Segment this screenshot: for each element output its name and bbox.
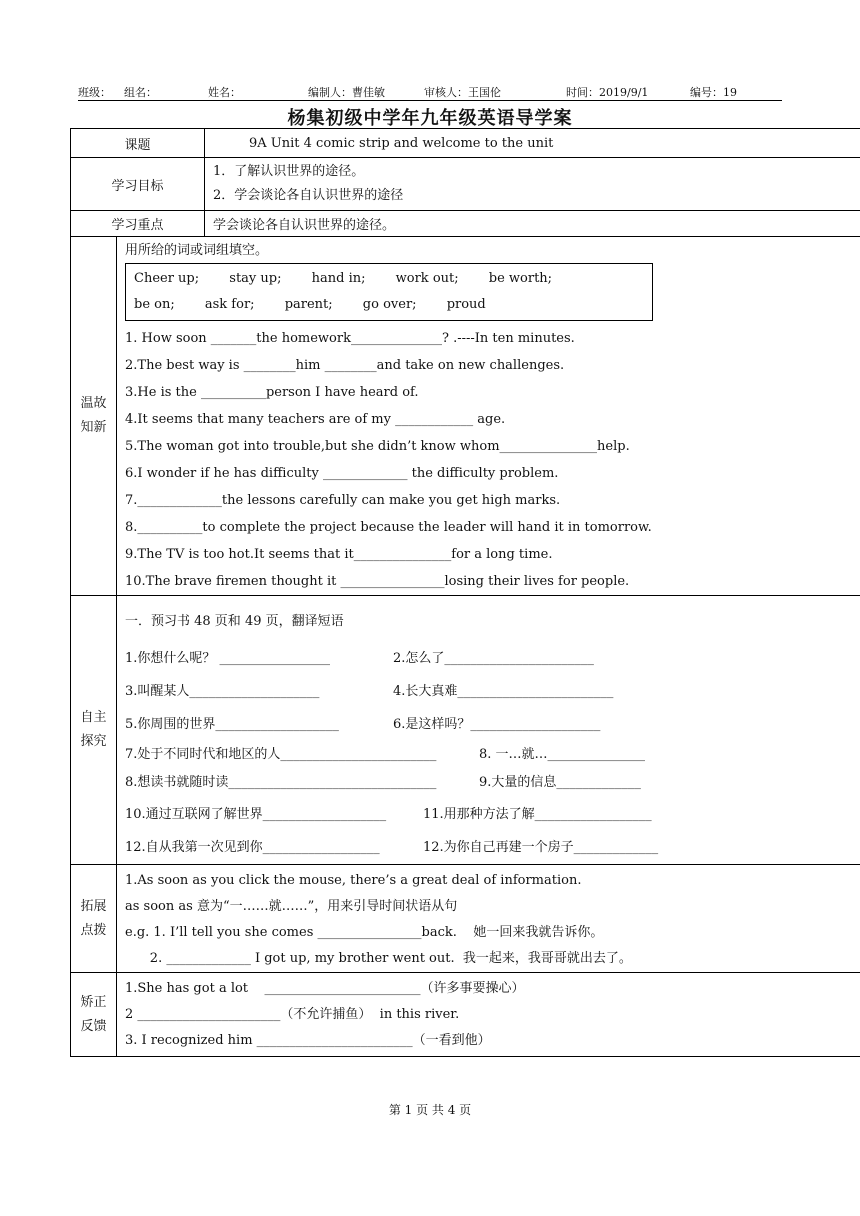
row-focus [71,211,860,237]
word: ask for; [204,297,255,312]
name-field: 姓名： [208,86,241,99]
translation-row: 10.通过互联网了解世界___________________ 11.用那种方法了解__________________ [125,807,652,822]
word: parent; [284,297,333,312]
word-bank [125,263,653,321]
exercise-item: 4.It seems that many teachers are of my ____________ age. [125,412,506,427]
goal-item-2: 2．学会谈论各自认识世界的途径 [213,188,404,203]
exercise-item: 3.He is the __________person I have heard of. [125,385,419,400]
extend-label: 拓展 点拨 [71,865,117,973]
reviewer-field: 审核人：王国伦 [424,86,501,99]
exercise-item: 1. How soon _______the homework______________? .----In ten minutes. [125,331,575,346]
row-extend [71,865,860,973]
word: hand in; [311,271,366,286]
topic-value: 9A Unit 4 comic strip and welcome to the unit [249,135,554,151]
row-goals [71,158,860,211]
extend-line: 1.As soon as you click the mouse, there’s a great deal of information. [125,873,582,888]
exercise-item: 10.The brave firemen thought it ________________losing their lives for people. [125,574,630,589]
word: Cheer up; [134,271,200,286]
header-info-line [78,82,782,101]
explore-instruction: 一．预习书 48 页和 49 页，翻译短语 [125,614,344,629]
worksheet-table [70,128,860,1057]
translation-row: 7.处于不同时代和地区的人________________________ 8. 一…就…_______________ [125,747,646,762]
translation-row: 8.想读书就随时读________________________________ 9.大量的信息_____________ [125,775,641,790]
goals-label: 学习目标 [71,158,205,211]
group-field: 组名： [124,86,157,99]
explore-label: 自主 探究 [71,596,117,865]
word: go over; [362,297,417,312]
extend-line: 2. _____________ I got up, my brother went out. 我一起来，我哥哥就出去了。 [125,951,632,966]
exercise-item: 6.I wonder if he has difficulty _____________ the difficulty problem. [125,466,559,481]
exercise-item: 9.The TV is too hot.It seems that it_______________for a long time. [125,547,553,562]
page-title: 杨集初级中学年九年级英语导学案 [287,108,573,129]
exercise-item: 5.The woman got into trouble,but she didn’t know whom_______________help. [125,439,630,454]
topic-label: 课题 [71,129,205,158]
page-footer: 第 1 页 共 4 页 [388,1103,472,1117]
exercise-item: 7._____________the lessons carefully can make you get high marks. [125,493,561,508]
translation-row: 12.自从我第一次见到你__________________ 12.为你自己再建一个房子_____________ [125,840,659,855]
extend-line: as soon as 意为“一……就……”，用来引导时间状语从句 [125,899,458,914]
translation-row: 5.你周围的世界___________________ 6.是这样吗？____________________ [125,717,601,732]
focus-label: 学习重点 [71,211,205,237]
exercise-item: 8.__________to complete the project because the leader will hand it in tomorrow. [125,520,652,535]
exercise-item: 2.The best way is ________him ________and take on new challenges. [125,358,565,373]
row-explore [71,596,860,865]
row-topic [71,129,860,158]
feedback-line: 3. I recognized him ________________________（一看到他） [125,1033,491,1048]
feedback-line: 2 ______________________（不允许捕鱼） in this river. [125,1007,460,1022]
feedback-line: 1.She has got a lot ________________________（许多事要操心） [125,981,525,996]
feedback-label: 矫正 反馈 [71,973,117,1057]
word: work out; [395,271,459,286]
review-label: 温故 知新 [71,237,117,596]
number-field: 编号：19 [690,86,737,99]
translation-row: 1.你想什么呢？ _________________ 2.怎么了_______________________ [125,651,594,666]
word: proud [446,297,486,312]
row-review [71,237,860,596]
extend-line: e.g. 1. I’ll tell you she comes ________________back. 她一回来我就告诉你。 [125,925,604,940]
focus-value: 学会谈论各自认识世界的途径。 [213,218,396,233]
review-instruction: 用所给的词或词组填空。 [125,243,269,258]
word: be worth; [488,271,553,286]
class-field: 班级： [78,86,111,99]
editor-field: 编制人：曹佳敏 [308,86,385,99]
goal-item-1: 1．了解认识世界的途径。 [213,164,365,179]
row-feedback [71,973,860,1057]
translation-row: 3.叫醒某人____________________ 4.长大真难________________________ [125,684,614,699]
word: be on; [134,297,175,312]
date-field: 时间：2019/9/1 [566,86,649,99]
word: stay up; [229,271,282,286]
